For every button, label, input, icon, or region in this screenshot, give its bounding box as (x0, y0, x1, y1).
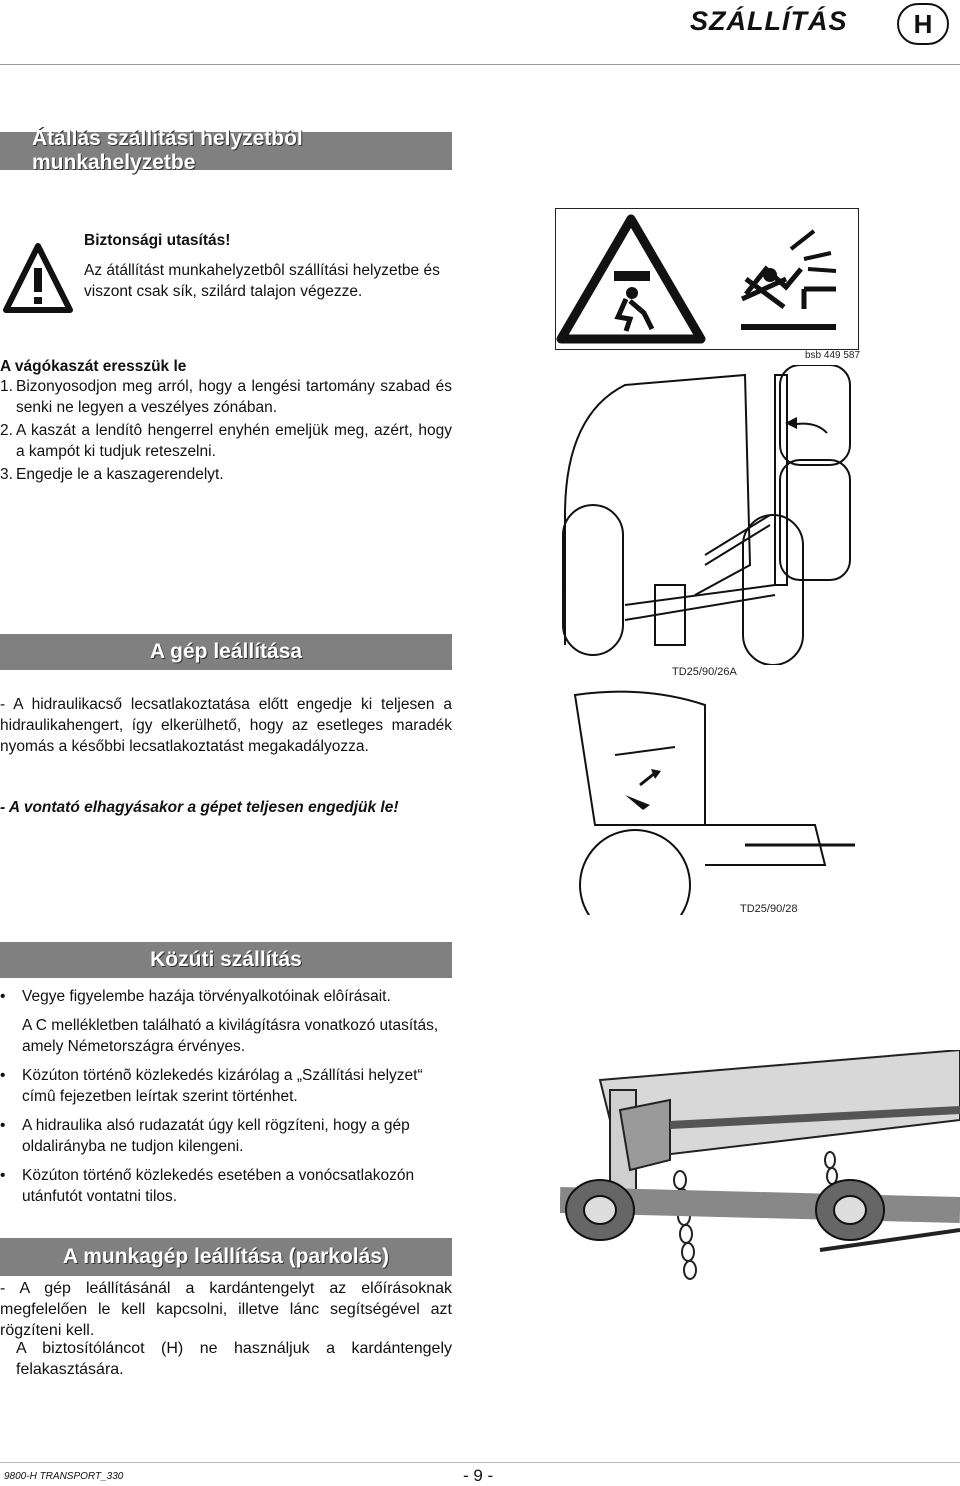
safety-sign-figure (555, 208, 859, 350)
list-item (0, 1115, 452, 1157)
crush-hazard-sign-icon (556, 209, 858, 349)
pto-shaft-chain-photo (560, 1050, 960, 1280)
language-badge: H (897, 3, 949, 45)
bullet-text: Közúton történõ közlekedés kizárólag a „Szállítási helyzet“ címû fejezetben leírtak szerint történhet. (22, 1067, 423, 1105)
page-number: - 9 - (463, 1466, 494, 1485)
list-item (0, 1015, 452, 1057)
bullet-dot: • (0, 1117, 6, 1134)
step-item (0, 376, 452, 418)
bullet-text: Vegye figyelembe hazája törvényalkotóinak elôírásait. (22, 988, 391, 1005)
list-item (0, 1165, 452, 1207)
header-divider (0, 64, 960, 65)
page-header-title: SZÁLLÍTÁS (690, 6, 848, 36)
step-number: 2. (0, 422, 13, 439)
bullet-dot: • (0, 1067, 6, 1084)
road-transport-list (0, 986, 452, 1211)
bullet-dot: • (0, 988, 6, 1005)
list-item (0, 986, 452, 1007)
figure-2-caption: TD25/90/28 (740, 903, 798, 915)
parking-text-1: - A gép leállításánál a kardántengelyt az előírásoknak megfelelően le kell kapcsolni, illetve lánc segítségével azt rögzíteni kell. (0, 1280, 452, 1339)
machine-stop-warning: - A vontató elhagyásakor a gépet teljesen engedjük le! (0, 799, 399, 816)
bullet-text: A C mellékletben található a kivilágításra vonatkozó utasítás, amely Németországra érvényes. (22, 1017, 439, 1055)
list-item (0, 1065, 452, 1107)
section-heading-parking: A munkagép leállítása (parkolás) (0, 1238, 452, 1276)
footer-divider (0, 1462, 960, 1463)
section-heading-transition: Átállás szállítási helyzetbôl munkahelyzetbe (0, 132, 452, 170)
tractor-lowered-drawing (555, 685, 855, 915)
step-item (0, 464, 452, 485)
steps-title: A vágókaszát eresszük le (0, 358, 187, 375)
bullet-text: A hidraulika alsó rudazatát úgy kell rögzíteni, hogy a gép oldalirányba ne tudjon kilengeni. (22, 1117, 410, 1155)
bullet-text: Közúton történő közlekedés esetében a vonócsatlakozón utánfutót vontatni tilos. (22, 1167, 415, 1205)
step-number: 3. (0, 466, 13, 483)
sign-code: bsb 449 587 (805, 350, 861, 361)
figure-1-caption: TD25/90/26A (672, 666, 737, 678)
section-heading-machine-stop: A gép leállítása (0, 634, 452, 670)
steps-list (0, 376, 452, 485)
section-heading-road-transport: Közúti szállítás (0, 942, 452, 978)
machine-stop-text: - A hidraulikacső lecsatlakoztatása előtt engedje ki teljesen a hidraulikahengert, így elkerülhető, hogy az esetleges maradék nyomás a későbbi lecsatlakoztatást megakadályozza. (0, 696, 452, 755)
step-item (0, 420, 452, 462)
bullet-dot: • (0, 1167, 6, 1184)
step-text: A kaszát a lendítô hengerrel enyhén emeljük meg, azért, hogy a kampót ki tudjuk reteszelni. (16, 422, 452, 460)
step-number: 1. (0, 378, 13, 395)
safety-text: Az átállítást munkahelyzetbôl szállítási helyzetbe és viszont csak sík, szilárd talajon végezze. (84, 262, 440, 300)
warning-triangle-icon (2, 240, 74, 316)
step-text: Engedje le a kaszagerendelyt. (16, 466, 224, 483)
step-text: Bizonyosodjon meg arról, hogy a lengési tartomány szabad és senki ne legyen a veszélyes zónában. (16, 378, 452, 416)
mower-transport-drawing (555, 365, 855, 665)
parking-text-2: A biztosítóláncot (H) ne használjuk a kardántengely felakasztására. (16, 1340, 452, 1378)
footer-document-code: 9800-H TRANSPORT_330 (4, 1471, 124, 1482)
safety-title: Biztonsági utasítás! (84, 232, 231, 249)
